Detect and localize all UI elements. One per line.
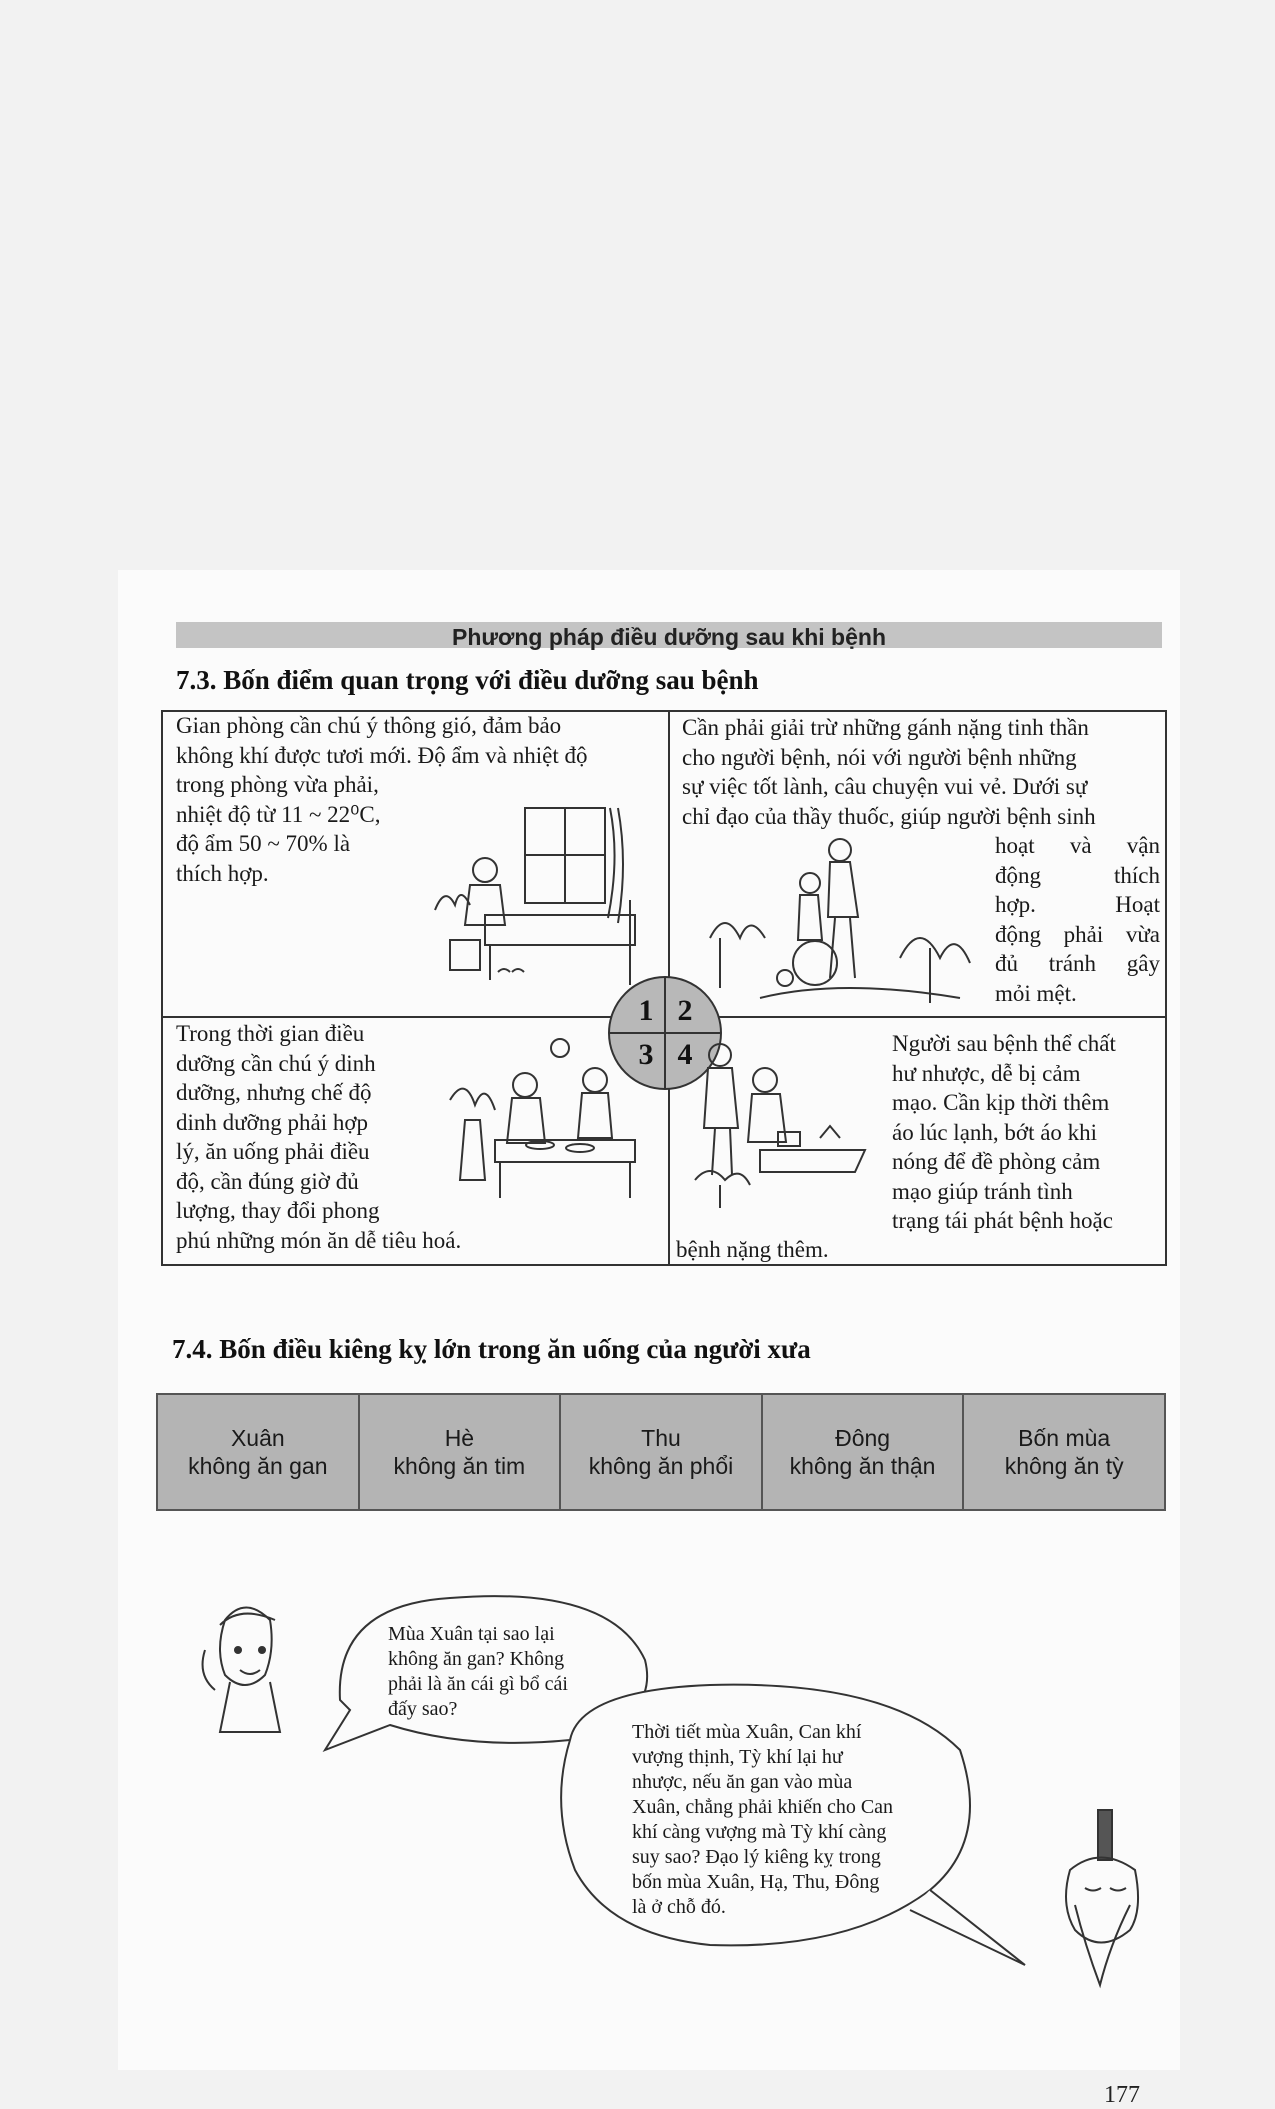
- quadrant-number-3: 3: [638, 1038, 654, 1071]
- taboo-rule: không ăn phổi: [588, 1453, 734, 1479]
- cell-2-line: sự việc tốt lành, câu chuyện vui vẻ. Dưới sự: [682, 774, 1088, 799]
- cell-2-line: động phải vừa: [995, 921, 1160, 947]
- cell-3-line: lượng, thay đổi phong: [176, 1198, 380, 1223]
- cell-1-line: độ ẩm 50 ~ 70% là: [176, 831, 351, 856]
- cell-4-line: nóng để đề phòng cảm: [892, 1149, 1101, 1174]
- cell-2-line: động thích: [995, 862, 1160, 888]
- dining-table-illustration: [440, 1030, 640, 1205]
- answer-line: khí càng vượng mà Tỳ khí càng: [632, 1821, 887, 1843]
- taboo-season: Hè: [444, 1425, 475, 1451]
- room-ventilation-illustration: [430, 800, 660, 990]
- taboo-cell-autumn: [560, 1394, 762, 1510]
- taboo-cell-all-seasons: [963, 1394, 1165, 1510]
- taboo-season: Thu: [641, 1425, 681, 1451]
- taboo-season: Đông: [835, 1425, 891, 1451]
- cell-3-line: phú những món ăn dễ tiêu hoá.: [176, 1227, 462, 1253]
- taboo-cell-spring: [157, 1394, 359, 1510]
- taboo-cell-summer: [359, 1394, 561, 1510]
- cell-2-line: hợp. Hoạt: [995, 892, 1160, 917]
- cell-2-line: hoạt và vận: [995, 833, 1160, 858]
- cell-2-line: chỉ đạo của thầy thuốc, giúp người bệnh sinh: [682, 803, 1096, 829]
- taboo-rule: không ăn gan: [188, 1453, 328, 1479]
- cell-2-line: Cần phải giải trừ những gánh nặng tinh thần: [682, 715, 1089, 740]
- quadrant-number-2: 2: [677, 994, 693, 1027]
- taboo-cell-winter: [762, 1394, 964, 1510]
- answer-line: Xuân, chẳng phải khiến cho Can: [632, 1796, 894, 1818]
- page-header: Phương pháp điều dưỡng sau khi bệnh: [176, 622, 1162, 648]
- cell-3-line: Trong thời gian điều: [176, 1021, 365, 1046]
- table-row: [157, 1394, 1165, 1510]
- cell-2-line: mỏi mệt.: [995, 980, 1077, 1006]
- cell-3-line: dưỡng, nhưng chế độ: [176, 1080, 372, 1105]
- cell-3-line: lý, ăn uống phải điều: [176, 1139, 370, 1164]
- taboo-season: Xuân: [230, 1425, 285, 1451]
- cell-4-line: trạng tái phát bệnh hoặc: [892, 1208, 1113, 1233]
- page-number: 177: [1104, 2082, 1140, 2108]
- cell-2-line: đủ tránh gây: [995, 951, 1160, 976]
- cell-1-line: Gian phòng cần chú ý thông gió, đảm bảo: [176, 713, 562, 738]
- answer-line: bốn mùa Xuân, Hạ, Thu, Đông: [632, 1871, 880, 1893]
- quadrant-number-1: 1: [638, 994, 654, 1027]
- old-sage-character: [1066, 1810, 1138, 1985]
- question-line: không ăn gan? Không: [388, 1648, 565, 1670]
- question-line: phải là ăn cái gì bổ cái: [388, 1673, 568, 1695]
- wheelchair-walk-illustration: [700, 838, 980, 1008]
- cell-3-line: dưỡng cần chú ý dinh: [176, 1050, 376, 1076]
- hair-care-illustration: [690, 1040, 870, 1210]
- cell-2-text: [682, 713, 1096, 831]
- dietary-taboos-table: [156, 1393, 1166, 1511]
- cell-3-line: dinh dưỡng phải hợp: [176, 1109, 369, 1135]
- cell-2-line: cho người bệnh, nói với người bệnh những: [682, 744, 1077, 770]
- cell-4-line: bệnh nặng thêm.: [676, 1237, 829, 1262]
- answer-bubble-text: [632, 1720, 893, 1920]
- answer-line: suy sao? Đạo lý kiêng kỵ trong: [632, 1846, 881, 1868]
- cell-4-text-last: [676, 1235, 829, 1265]
- section-7-4-title: 7.4. Bốn điều kiêng kỵ lớn trong ăn uống của người xưa: [172, 1334, 811, 1364]
- cell-2-text-continued: [995, 831, 1160, 1008]
- answer-line: là ở chỗ đó.: [632, 1896, 726, 1918]
- taboo-season: Bốn mùa: [1018, 1425, 1111, 1451]
- answer-line: nhược, nếu ăn gan vào mùa: [632, 1771, 853, 1793]
- cell-1-line: nhiệt độ từ 11 ~ 22⁰C,: [176, 801, 381, 827]
- young-man-character: [203, 1608, 280, 1733]
- taboo-rule: không ăn thận: [789, 1453, 936, 1479]
- cell-3-text: [176, 1019, 461, 1255]
- cell-1-line: thích hợp.: [176, 860, 269, 886]
- cell-4-line: mạo. Cần kịp thời thêm: [892, 1090, 1110, 1115]
- cell-4-line: hư nhược, dễ bị cảm: [892, 1060, 1081, 1086]
- taboo-rule: không ăn tỳ: [1004, 1453, 1124, 1479]
- cell-1-line: không khí được tươi mới. Độ ẩm và nhiệt độ: [176, 742, 588, 768]
- cell-1-line: trong phòng vừa phải,: [176, 772, 379, 797]
- cell-4-line: áo lúc lạnh, bớt áo khi: [892, 1119, 1098, 1145]
- taboo-rule: không ăn tim: [393, 1453, 526, 1479]
- cell-3-line: độ, cần đúng giờ đủ: [176, 1168, 359, 1194]
- cell-4-text: [892, 1029, 1116, 1236]
- answer-line: vượng thịnh, Tỳ khí lại hư: [632, 1746, 843, 1768]
- cell-4-line: mạo giúp tránh tình: [892, 1178, 1073, 1204]
- answer-line: Thời tiết mùa Xuân, Can khí: [632, 1721, 862, 1743]
- question-line: đấy sao?: [388, 1698, 458, 1720]
- cell-4-line: Người sau bệnh thể chất: [892, 1031, 1116, 1056]
- quadrant-number-4: 4: [677, 1038, 693, 1071]
- question-line: Mùa Xuân tại sao lại: [388, 1623, 555, 1645]
- question-bubble-text: [388, 1622, 568, 1722]
- section-7-3-title: 7.3. Bốn điểm quan trọng với điều dưỡng sau bệnh: [176, 665, 759, 695]
